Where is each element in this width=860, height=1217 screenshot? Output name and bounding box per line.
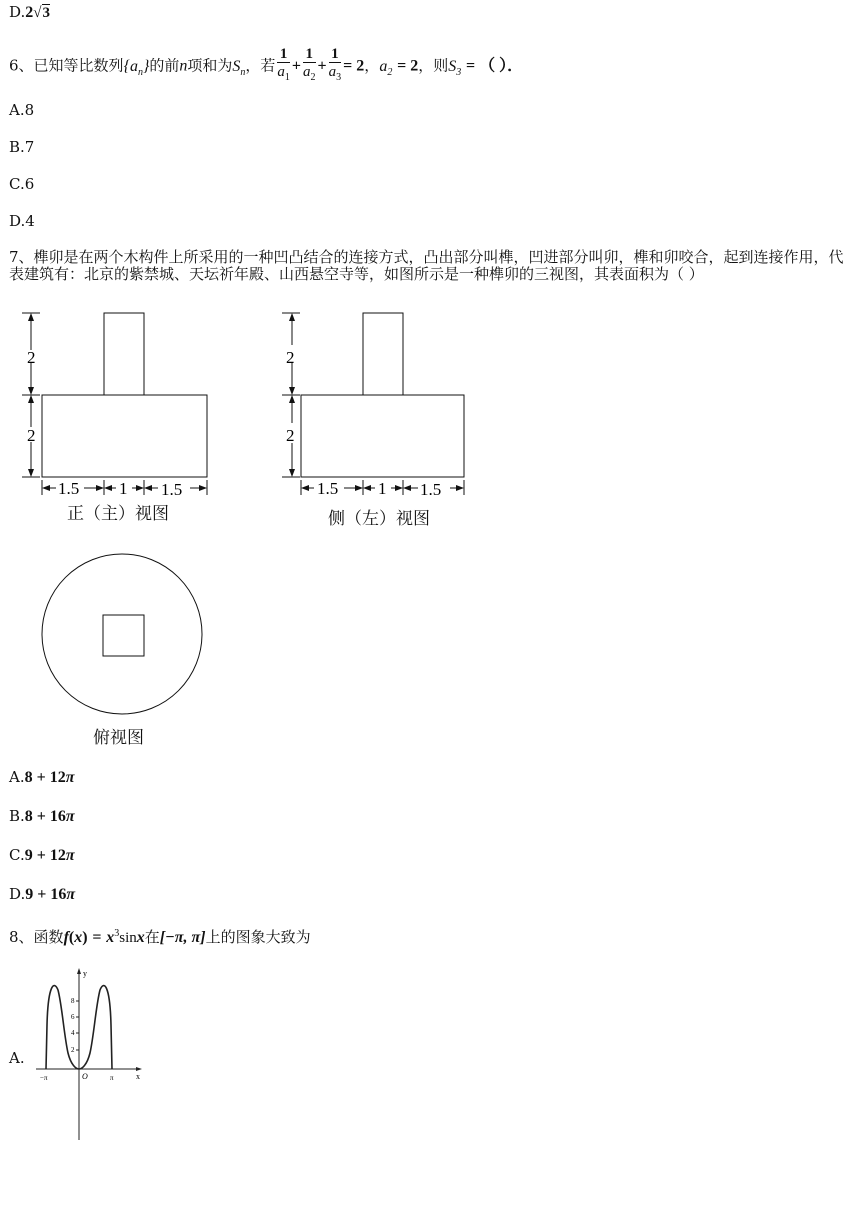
x-axis-label: x — [136, 1072, 140, 1081]
pi-symbol: π — [66, 886, 76, 903]
option-value: 9 + 12 — [24, 847, 66, 864]
option-value: 8 + 16 — [24, 808, 66, 825]
base-rect — [42, 395, 207, 477]
q7-stem: 7、榫卯是在两个木构件上所采用的一种凹凸结合的连接方式，凸出部分叫榫，凹进部分叫卯，榫和卯咬合，起到连接作用，代表建筑有：北京的紫禁城、天坛祈年殿、山西悬空寺等，如图所示是一种榫卯的三视图，其表面积为（ ） — [9, 248, 844, 283]
dim-label-top: 2 — [27, 348, 36, 367]
top-view-square — [103, 615, 144, 656]
q6-number: 6、 — [9, 56, 34, 75]
q6-text-4: ，若 — [245, 56, 276, 75]
q7-option-a[interactable] — [9, 767, 74, 788]
eq-value: = 2 — [343, 57, 365, 75]
q6-answer-blank: = （ ）． — [466, 57, 524, 75]
q8-exponent: 3 — [114, 928, 120, 939]
y-axis-label: y — [83, 969, 87, 978]
fraction-1: $\frac{1}{a_1}$ — [277, 46, 290, 83]
side-view-caption: 侧（左）视图 — [328, 509, 430, 529]
dim-label-bottom: 2 — [286, 426, 295, 445]
option-value: 9 + 16 — [25, 886, 67, 903]
q6-option-a[interactable]: A.8 — [9, 101, 35, 119]
comma: ， — [364, 56, 380, 75]
q8-text-2: 在 — [144, 928, 160, 946]
pi-symbol: π — [65, 847, 75, 864]
q6-S3: $S_3$ — [448, 57, 462, 78]
base-rect — [301, 395, 464, 477]
q8-interval: [−π, π] — [159, 929, 206, 946]
q7-option-b[interactable] — [9, 806, 75, 827]
option-label: D. — [9, 885, 26, 903]
fraction-2: $\frac{1}{a_2}$ — [303, 46, 316, 83]
dim-label-mid: 1 — [378, 479, 387, 498]
front-view-diagram — [0, 305, 230, 535]
y-tick-2: 2 — [71, 1046, 75, 1054]
option-label: C. — [9, 846, 25, 864]
q8-eq: = — [92, 929, 102, 946]
dim-label-right: 1.5 — [420, 480, 442, 499]
q6-sequence: $\{a_n\}$ — [123, 57, 150, 78]
dim-label-right: 1.5 — [161, 480, 183, 499]
q8-sin: sin — [119, 930, 137, 946]
sqrt-radicand: 3 — [42, 5, 50, 21]
q6-Sn: $S_n$ — [232, 57, 246, 78]
q8-f: f — [63, 929, 69, 946]
y-tick-6: 6 — [71, 1013, 75, 1021]
q8-option-a-label[interactable]: A. — [9, 1049, 25, 1067]
side-view-diagram — [260, 305, 490, 535]
dim-label-top: 2 — [286, 348, 295, 367]
q8-option-a-graph[interactable] — [28, 965, 158, 1145]
q8-x3: x — [106, 929, 115, 946]
pi-symbol: π — [65, 769, 75, 786]
dim-label-mid: 1 — [119, 479, 128, 498]
tenon-rect — [104, 313, 144, 395]
q6-option-b[interactable]: B.7 — [9, 138, 35, 156]
option-label: D. — [9, 3, 26, 21]
q8-stem: 8、函数$f(x) = x^3\sin x$在[−π, π]上的图象大致为 — [9, 928, 311, 946]
q5-option-d[interactable]: D.2√3 — [9, 3, 50, 21]
q6-text-5: ，则 — [418, 56, 449, 75]
q8-x: x — [74, 929, 83, 946]
top-view-diagram — [38, 550, 208, 720]
a2-value: = 2 — [397, 57, 419, 75]
q6-stem — [9, 46, 523, 90]
plus-sign: + — [291, 57, 302, 75]
q6-text-2: 的前 — [149, 56, 180, 75]
q8-text-1: 函数 — [33, 928, 64, 946]
q8-number: 8、 — [9, 928, 34, 946]
option-value: 8 + 12 — [24, 769, 66, 786]
dim-label-left: 1.5 — [317, 479, 339, 498]
pos-pi-label: π — [110, 1074, 114, 1082]
dim-label-bottom: 2 — [27, 426, 36, 445]
q6-a2: $a_2$ — [379, 57, 393, 78]
option-label: B. — [9, 807, 25, 825]
q7-option-c[interactable] — [9, 845, 75, 866]
q6-text-3: 项和为 — [187, 56, 233, 75]
option-label: A. — [9, 768, 25, 786]
front-view-caption: 正（主）视图 — [67, 504, 169, 524]
neg-pi-label: −π — [40, 1074, 48, 1082]
plus-sign: + — [317, 57, 327, 75]
q6-option-d[interactable]: D.4 — [9, 212, 35, 230]
tenon-rect — [363, 313, 403, 395]
fraction-3: $\frac{1}{a_3}$ — [328, 46, 342, 83]
q8-x: x — [136, 929, 145, 946]
q6-n: n — [179, 57, 188, 75]
q6-text-1: 已知等比数列 — [33, 56, 124, 75]
dim-label-left: 1.5 — [58, 479, 80, 498]
q8-text-3: 上的图象大致为 — [205, 928, 311, 946]
top-view-caption: 俯视图 — [93, 728, 144, 748]
top-view-circle — [42, 554, 202, 714]
origin-label: O — [82, 1072, 88, 1081]
option-value: 2 — [25, 4, 34, 21]
pi-symbol: π — [65, 808, 75, 825]
q6-option-c[interactable]: C.6 — [9, 175, 35, 193]
q7-option-d[interactable] — [9, 884, 75, 905]
y-tick-8: 8 — [71, 997, 75, 1005]
y-tick-4: 4 — [71, 1029, 75, 1037]
